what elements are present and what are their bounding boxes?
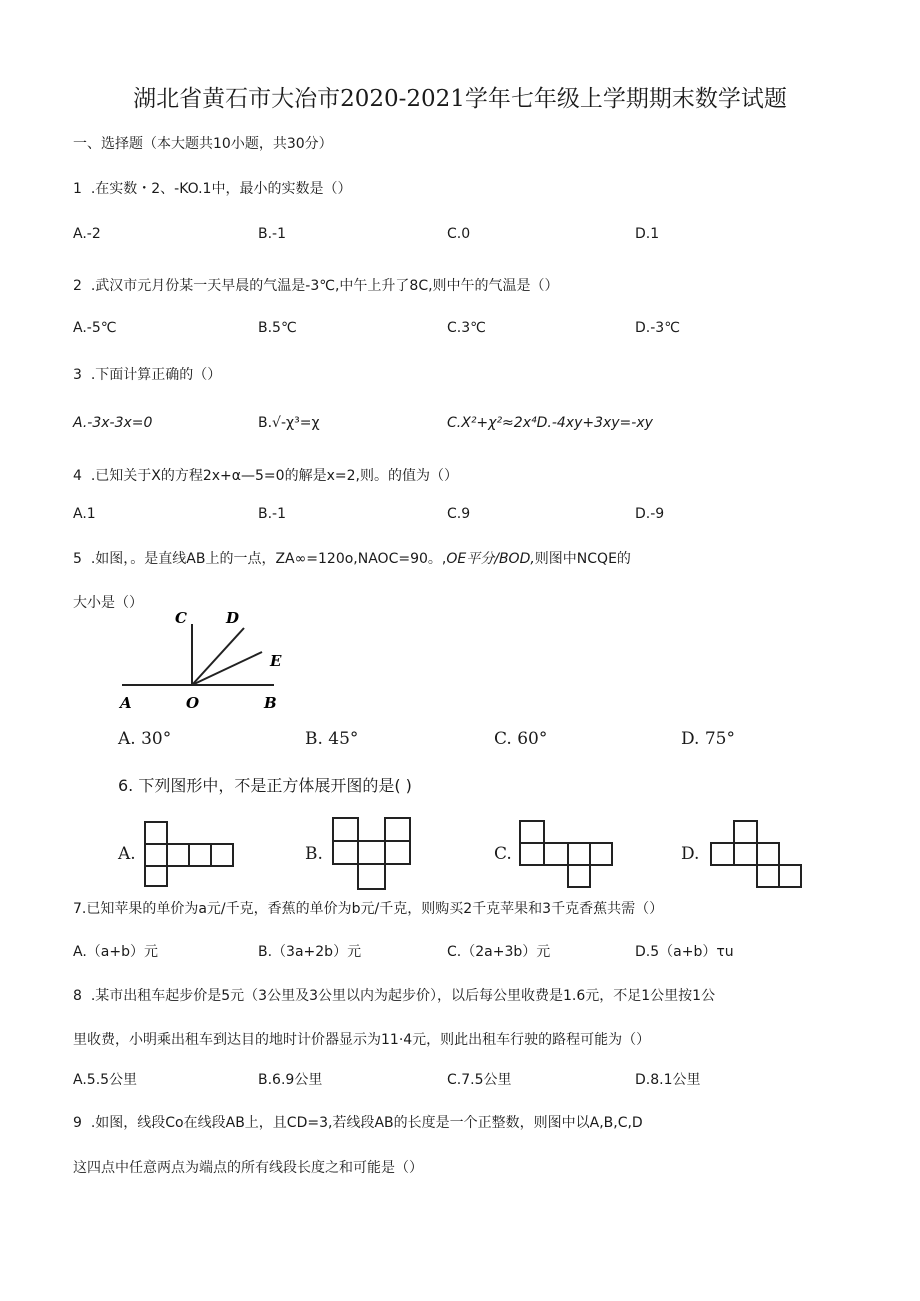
net-a xyxy=(143,820,237,888)
net-square xyxy=(734,843,757,865)
label-o: O xyxy=(186,694,200,712)
ray-oe xyxy=(192,652,262,685)
q4-option-c: C.9 xyxy=(447,506,471,522)
question-text: .已知关于X的方程2x+α—5=0的解是x=2,则。的值为（） xyxy=(90,468,458,484)
q1-option-d: D.1 xyxy=(635,226,660,242)
q1-option-b: B.-1 xyxy=(258,226,287,242)
net-square xyxy=(189,844,211,866)
q8-option-b: B.6.9公里 xyxy=(258,1072,323,1088)
q5-option-c: C. 60° xyxy=(494,729,548,749)
net-c xyxy=(518,819,616,889)
q4-option-d: D.-9 xyxy=(635,506,665,522)
question-text-part-b: OE平分/BOD, xyxy=(446,551,535,567)
question-number: 9 xyxy=(73,1115,82,1131)
question-8 xyxy=(73,985,715,1005)
question-number: 8 xyxy=(73,988,82,1004)
question-number: 5 xyxy=(73,551,82,567)
net-square xyxy=(145,844,167,866)
net-d xyxy=(709,819,805,889)
q4-option-b: B.-1 xyxy=(258,506,287,522)
net-square xyxy=(568,843,590,865)
q3-option-b: B.√-χ³=χ xyxy=(258,415,320,431)
question-number: 4 xyxy=(73,468,82,484)
ray-od xyxy=(192,628,244,685)
q5-option-d: D. 75° xyxy=(681,729,735,749)
q6-option-a: A. xyxy=(118,844,136,864)
question-text: .某市出租车起步价是5元（3公里及3公里以内为起步价），以后每公里收费是1.6元，不足1公里按1公 xyxy=(90,988,716,1004)
q7-option-c: C.（2a+3b）元 xyxy=(447,944,551,960)
q2-option-d: D.-3℃ xyxy=(635,320,680,336)
q3-option-c-d: C.X²+χ²≈2x⁴D.-4xy+3xy=-xy xyxy=(447,415,653,431)
q8-option-a: A.5.5公里 xyxy=(73,1072,138,1088)
question-4 xyxy=(73,465,458,485)
q3-option-a: A.-3x-3x=0 xyxy=(73,415,153,431)
question-text-part-c: 则图中NCQE的 xyxy=(534,551,631,567)
net-square xyxy=(358,841,385,864)
q7-option-a: A.（a+b）元 xyxy=(73,944,158,960)
question-number: 1 xyxy=(73,181,82,197)
net-square xyxy=(333,818,358,841)
net-square xyxy=(711,843,734,865)
net-square xyxy=(145,866,167,886)
question-2 xyxy=(73,275,559,295)
net-square xyxy=(145,822,167,844)
net-square xyxy=(779,865,801,887)
net-square xyxy=(734,821,757,843)
net-square xyxy=(167,844,189,866)
q2-option-c: C.3℃ xyxy=(447,320,486,336)
question-8-line2: 里收费，小明乘出租车到达目的地时计价器显示为11·4元，则此出租车行驶的路程可能为（） xyxy=(73,1032,651,1048)
question-5-line2: 大小是（） xyxy=(73,595,143,611)
net-square xyxy=(520,821,544,843)
question-6: 6. 下列图形中，不是正方体展开图的是( ) xyxy=(118,776,412,795)
q1-option-a: A.-2 xyxy=(73,226,101,242)
q6-option-d: D. xyxy=(681,844,700,864)
q7-option-b: B.（3a+2b）元 xyxy=(258,944,362,960)
question-9 xyxy=(73,1112,643,1132)
question-number: 3 xyxy=(73,367,82,383)
question-text: .下面计算正确的（） xyxy=(90,367,222,383)
net-square xyxy=(757,843,779,865)
question-7: 7.已知苹果的单价为a元/千克，香蕉的单价为b元/千克，则购买2千克苹果和3千克香蕉共需（） xyxy=(73,901,664,917)
label-d: D xyxy=(226,609,240,627)
question-text-part-a: .如图，。是直线AB上的一点，ZA∞=120o,NAOC=90。, xyxy=(90,551,447,567)
q2-option-a: A.-5℃ xyxy=(73,320,117,336)
label-a: A xyxy=(120,694,132,712)
question-number: 2 xyxy=(73,278,82,294)
label-e: E xyxy=(270,652,282,670)
net-square xyxy=(568,865,590,887)
net-square xyxy=(211,844,233,866)
q8-option-d: D.8.1公里 xyxy=(635,1072,701,1088)
question-3 xyxy=(73,364,221,384)
net-square xyxy=(385,818,410,841)
net-square xyxy=(757,865,779,887)
q6-option-c: C. xyxy=(494,844,512,864)
q4-option-a: A.1 xyxy=(73,506,96,522)
q7-option-d: D.5（a+b）τu xyxy=(635,944,734,960)
question-1 xyxy=(73,178,351,198)
net-square xyxy=(385,841,410,864)
net-square xyxy=(520,843,544,865)
label-b: B xyxy=(264,694,277,712)
net-square xyxy=(590,843,612,865)
q1-option-c: C.0 xyxy=(447,226,471,242)
q5-option-a: A. 30° xyxy=(118,729,172,749)
page-title: 湖北省黄石市大冶市2020-2021学年七年级上学期期末数学试题 xyxy=(133,86,787,112)
question-text: .如图，线段Co在线段AB上，且CD=3,若线段AB的长度是一个正整数，则图中以A,B,C,D xyxy=(90,1115,643,1131)
q6-option-b: B. xyxy=(305,844,323,864)
section-heading: 一、选择题（本大题共10小题，共30分） xyxy=(73,136,333,152)
q2-option-b: B.5℃ xyxy=(258,320,297,336)
net-square xyxy=(358,864,385,889)
net-square xyxy=(544,843,568,865)
net-square xyxy=(333,841,358,864)
angle-figure xyxy=(112,606,292,714)
question-text: .在实数・2、-KO.1中，最小的实数是（） xyxy=(90,181,352,197)
label-c: C xyxy=(175,609,187,627)
question-5 xyxy=(73,548,631,568)
net-b xyxy=(331,816,413,892)
question-9-line2: 这四点中任意两点为端点的所有线段长度之和可能是（） xyxy=(73,1160,423,1176)
q8-option-c: C.7.5公里 xyxy=(447,1072,512,1088)
question-text: .武汉市元月份某一天早晨的气温是-3℃,中午上升了8C,则中午的气温是（） xyxy=(90,278,559,294)
q5-option-b: B. 45° xyxy=(305,729,359,749)
